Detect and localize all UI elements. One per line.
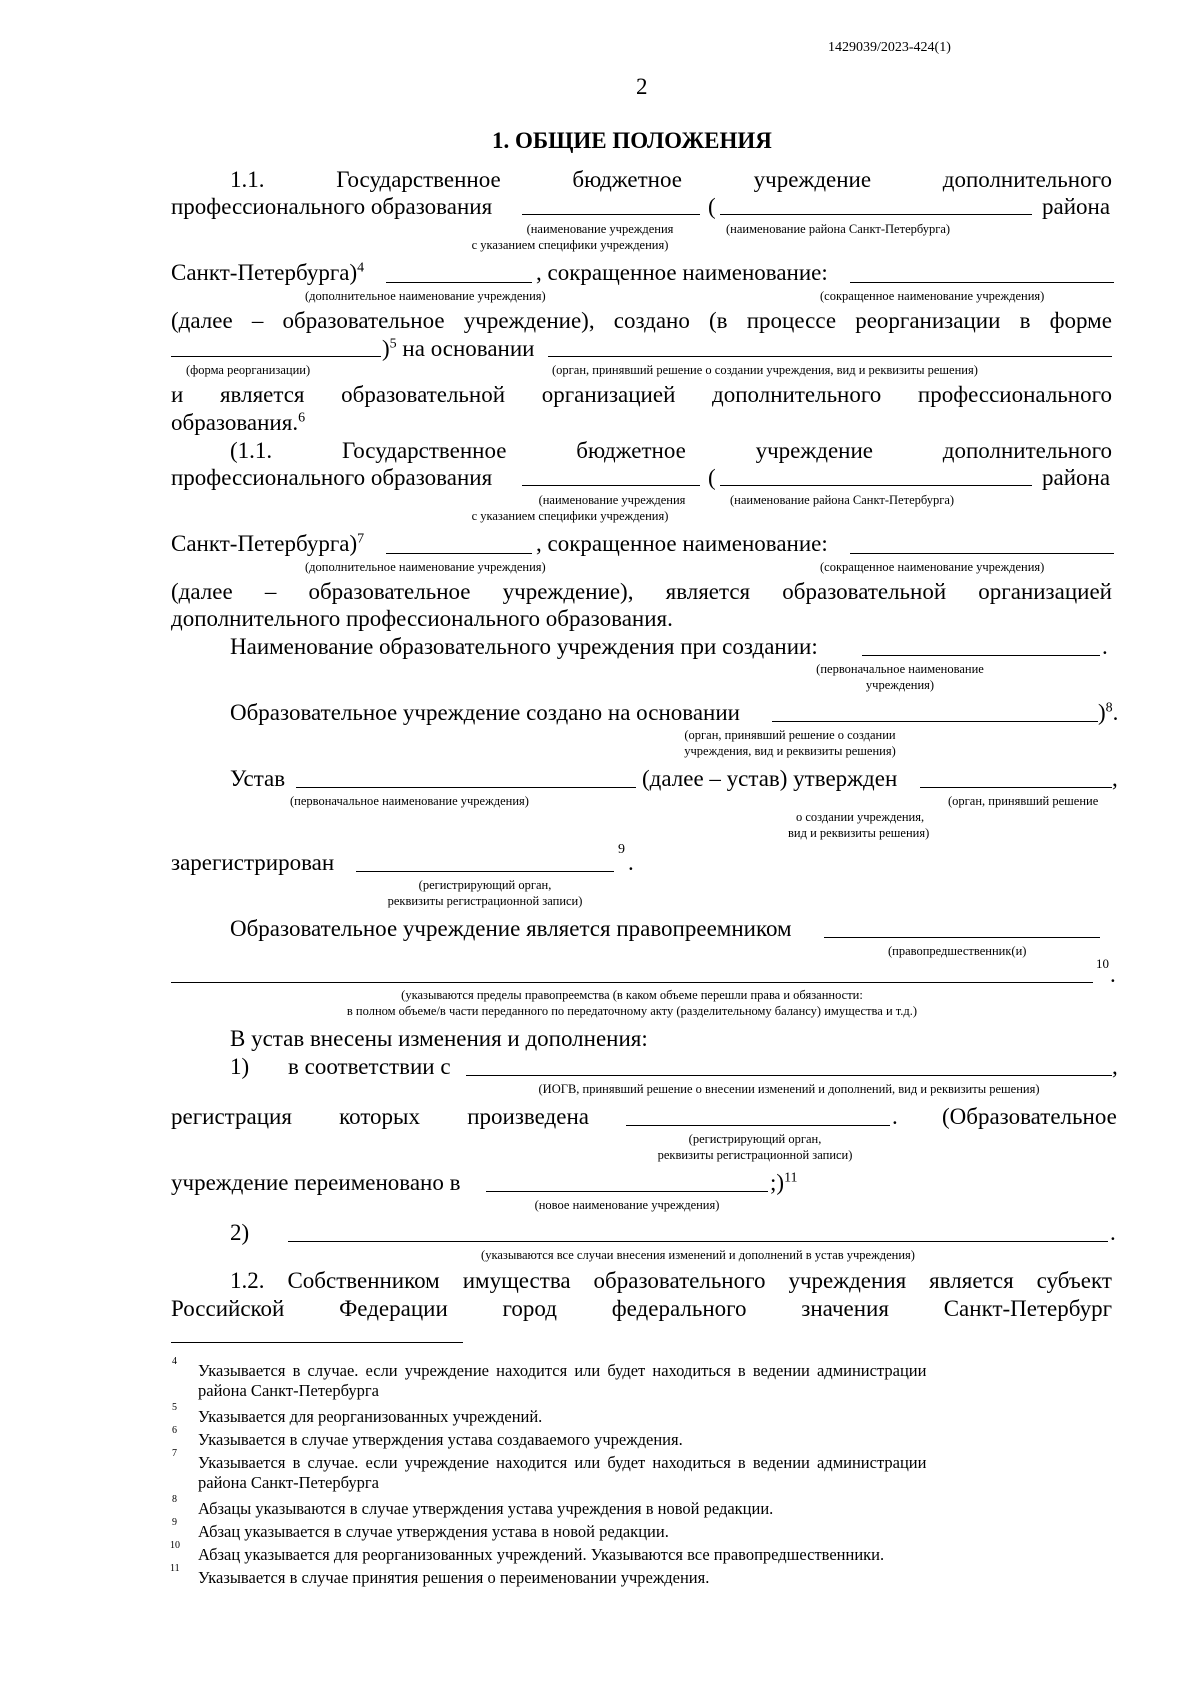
hint-all-amendments: (указываются все случаи внесения изменений и дополнений в устав учреждения): [481, 1248, 915, 1262]
word: Государственное: [341, 438, 507, 463]
word: (в: [709, 308, 728, 333]
paren: ): [382, 336, 390, 361]
footnote-text: Абзацы указываются в случае утверждения устава учреждения в новой редакции.: [198, 1499, 774, 1518]
p1-word: Государственное: [336, 167, 501, 192]
p2-last: дополнительного профессионального образования.: [171, 606, 673, 631]
hint-institution-2: с указанием специфики учреждения): [471, 238, 669, 252]
footnote-text: района Санкт-Петербурга: [198, 1381, 379, 1400]
p1-last-text: образования.: [171, 410, 299, 435]
word: организацией: [978, 579, 1112, 604]
field-additional-name: [386, 282, 532, 283]
p2-line1: [230, 438, 1112, 464]
field-founding-body: [548, 356, 1112, 357]
p1-spb-text: Санкт-Петербурга): [171, 260, 358, 285]
document-number: 1429039/2023-424(1): [828, 40, 951, 55]
period: .: [1102, 634, 1108, 659]
word: образовательное: [282, 308, 445, 333]
p1-basis: [382, 336, 534, 362]
field-charter-body: [920, 787, 1112, 788]
p1-last: [171, 410, 305, 436]
footnote-number: 4: [172, 1356, 177, 1367]
comma: ,: [1112, 1054, 1118, 1079]
word: 1.2.: [230, 1268, 265, 1293]
word: дополнительного: [942, 438, 1112, 463]
word: (далее: [171, 308, 233, 333]
p1-line1: [230, 167, 1112, 193]
word: Федерации: [339, 1296, 448, 1321]
creation-basis-label: Образовательное учреждение создано на основании: [230, 700, 740, 725]
p2-line2-a: профессионального образования: [171, 465, 493, 490]
p1-line2-c: района: [1042, 194, 1111, 219]
period: .: [892, 1104, 898, 1129]
word: образовательной: [782, 579, 947, 604]
registered-label: зарегистрирован: [171, 850, 335, 875]
footnote-ref: 4: [357, 260, 365, 276]
p2-spb: [171, 531, 364, 557]
word: Санкт-Петербург: [943, 1296, 1112, 1321]
footnote-ref: 8: [1105, 700, 1113, 716]
footnote-text: Указывается в случае принятия решения о переименовании учреждения.: [198, 1568, 710, 1587]
word: –: [264, 579, 277, 604]
hint-district: (наименование района Санкт-Петербурга): [730, 493, 955, 507]
p1-line2-paren: (: [708, 194, 716, 219]
hint-registration: (регистрирующий орган,: [418, 878, 552, 892]
field-institution-name-2: [522, 485, 700, 486]
hint-creation-basis: (орган, принявший решение о создании: [684, 728, 896, 742]
p2-line2-paren: (: [708, 465, 716, 490]
field-new-name: [486, 1191, 768, 1192]
word: профессионального: [917, 382, 1112, 407]
footnote-text: Указывается в случае. если учреждение находится или будет находиться в ведении администрации: [198, 1453, 927, 1472]
charter-label: Устав: [230, 766, 286, 791]
footnote-number: 8: [172, 1494, 177, 1505]
field-iogv: [466, 1075, 1112, 1076]
p2-line4: [171, 579, 1112, 605]
word: учреждение),: [502, 579, 634, 604]
hint-charter-body-2: о создании учреждения,: [796, 810, 925, 824]
footnote-number: 6: [172, 1425, 177, 1436]
charter-mid: (далее – устав) утвержден: [642, 766, 898, 791]
section-title: 1. ОБЩИЕ ПОЛОЖЕНИЯ: [492, 128, 772, 153]
p1-word: 1.1.: [230, 167, 265, 192]
footnote-text: Указывается для реорганизованных учреждений.: [198, 1407, 543, 1426]
hint-institution-2: с указанием специфики учреждения): [471, 509, 669, 523]
word: процессе: [746, 308, 837, 333]
amend-n2: 2): [230, 1220, 250, 1245]
footnote-ref: 6: [298, 410, 306, 426]
hint-additional: (дополнительное наименование учреждения): [305, 560, 546, 574]
word: (1.1.: [230, 438, 273, 463]
footnote-text: Абзац указывается для реорганизованных учреждений. Указываются все правопредшественники.: [198, 1545, 885, 1564]
word: является: [665, 579, 751, 604]
word: субъект: [1036, 1268, 1112, 1293]
field-district-2: [720, 485, 1032, 486]
amend-reg-words: [171, 1104, 589, 1130]
hint-institution: (наименование учреждения: [526, 222, 674, 236]
p1-word: дополнительного: [942, 167, 1112, 192]
p12-line1: [230, 1268, 1112, 1294]
word: бюджетное: [576, 438, 686, 463]
creation-name-label: Наименование образовательного учреждения при создании:: [230, 634, 818, 659]
footnote-text: Абзац указывается в случае утверждения устава в новой редакции.: [198, 1522, 669, 1541]
hint-amend-registration: (регистрирующий орган,: [688, 1132, 822, 1146]
hint-new-name: (новое наименование учреждения): [534, 1198, 720, 1212]
p12-line2: [171, 1296, 1112, 1322]
word: учреждение),: [463, 308, 595, 333]
word: значения: [801, 1296, 889, 1321]
field-short-name: [850, 282, 1114, 283]
word: Собственником: [287, 1268, 440, 1293]
hint-charter-body-3: вид и реквизиты решения): [788, 826, 930, 840]
word: реорганизации: [855, 308, 1001, 333]
word: дополнительного: [712, 382, 882, 407]
basis-text: на основании: [402, 336, 535, 361]
word: (далее: [171, 579, 233, 604]
hint-creation-basis-2: учреждения, вид и реквизиты решения): [684, 744, 896, 758]
word: произведена: [467, 1104, 589, 1129]
hint-charter-name: (первоначальное наименование учреждения): [290, 794, 529, 808]
period: .: [1110, 962, 1116, 987]
footnote-number: 7: [172, 1448, 177, 1459]
hint-registration-2: реквизиты регистрационной записи): [387, 894, 583, 908]
page-number: 2: [636, 74, 648, 99]
hint-iogv: (ИОГВ, принявший решение о внесении изменений и дополнений, вид и реквизиты решения): [538, 1082, 1040, 1096]
footnote-text: Указывается в случае. если учреждение находится или будет находиться в ведении администрации: [198, 1361, 927, 1380]
word: образовательной: [341, 382, 506, 407]
field-district: [720, 214, 1032, 215]
amend-title: В устав внесены изменения и дополнения:: [230, 1026, 648, 1051]
p2-short-label: , сокращенное наименование:: [536, 531, 828, 556]
field-predecessor: [824, 937, 1100, 938]
creation-basis-end: )$^8$.: [1098, 700, 1119, 725]
footnote-ref: 9: [618, 842, 625, 857]
footnote-number: 9: [172, 1517, 177, 1528]
p1-short-label: , сокращенное наименование:: [536, 260, 828, 285]
footnote-number: 5: [172, 1402, 177, 1413]
p1-line2-a: профессионального образования: [171, 194, 493, 219]
comma: ,: [1112, 766, 1118, 791]
hint-original-name: (первоначальное наименование: [816, 662, 984, 676]
hint-additional: (дополнительное наименование учреждения): [305, 289, 546, 303]
p1-line4: [171, 308, 1112, 334]
period: .: [628, 850, 634, 875]
renamed-label: учреждение переименовано в: [171, 1170, 461, 1195]
hint-founding-body: (орган, принявший решение о создании учреждения, вид и реквизиты решения): [552, 363, 978, 377]
word: имущества: [462, 1268, 571, 1293]
field-short-name-2: [850, 553, 1114, 554]
field-registration: [356, 871, 614, 872]
footnote-ref: 7: [357, 531, 365, 547]
p1-spb: [171, 260, 364, 286]
word: является: [929, 1268, 1014, 1293]
hint-succession-scope: (указываются пределы правопреемства (в каком объеме перешли права и обязанности:: [401, 988, 863, 1002]
hint-original-name-2: учреждения): [865, 678, 935, 692]
field-original-name: [862, 655, 1100, 656]
word: создано: [613, 308, 690, 333]
word: учреждения: [788, 1268, 907, 1293]
period: .: [1110, 1220, 1116, 1245]
successor-label: Образовательное учреждение является правопреемником: [230, 916, 792, 941]
field-reorg-form: [171, 356, 381, 357]
hint-short: (сокращенное наименование учреждения): [820, 560, 1045, 574]
word: которых: [339, 1104, 421, 1129]
field-charter-name: [296, 787, 636, 788]
word: в: [1019, 308, 1031, 333]
amend-reg-tail: (Образовательное: [942, 1104, 1117, 1129]
footnote-ref: 5: [389, 336, 397, 352]
footnote-number: 11: [170, 1563, 180, 1574]
word: является: [219, 382, 305, 407]
paren: ;): [770, 1170, 785, 1195]
hint-institution: (наименование учреждения: [538, 493, 686, 507]
field-institution-name: [522, 214, 700, 215]
word: федерального: [611, 1296, 747, 1321]
hint-succession-scope-2: в полном объеме/в части переданного по передаточному акту (разделительному балансу) имущества и т.д.): [346, 1004, 918, 1018]
p1-word: учреждение: [753, 167, 872, 192]
hint-charter-body: (орган, принявший решение: [948, 794, 1099, 808]
p1-word: бюджетное: [572, 167, 682, 192]
word: образовательного: [593, 1268, 766, 1293]
footnote-ref: 10: [1096, 956, 1109, 971]
hint-predecessor: (правопредшественник(и): [888, 944, 1027, 958]
renamed-end: [770, 1170, 798, 1196]
field-additional-name-2: [386, 553, 532, 554]
word: форме: [1049, 308, 1112, 333]
word: учреждение: [755, 438, 874, 463]
footnote-text: района Санкт-Петербурга: [198, 1473, 379, 1492]
amend-n1: 1): [230, 1054, 250, 1079]
hint-district: (наименование района Санкт-Петербурга): [726, 222, 951, 236]
hint-amend-registration-2: реквизиты регистрационной записи): [657, 1148, 853, 1162]
word: Российской: [171, 1296, 285, 1321]
word: образовательное: [308, 579, 471, 604]
word: регистрация: [171, 1104, 292, 1129]
p1-line6: [171, 382, 1112, 408]
p2-line2-c: района: [1042, 465, 1111, 490]
footnote-number: 10: [170, 1540, 180, 1551]
footnote-text: Указывается в случае утверждения устава создаваемого учреждения.: [198, 1430, 683, 1449]
p2-spb-text: Санкт-Петербурга): [171, 531, 358, 556]
word: организацией: [541, 382, 676, 407]
word: –: [251, 308, 264, 333]
footnote-separator: [171, 1342, 463, 1343]
field-creation-basis: [772, 721, 1098, 722]
field-amend-registration: [626, 1125, 890, 1126]
hint-reorg-form: (форма реорганизации): [186, 363, 311, 377]
paren: ): [1098, 700, 1106, 725]
footnote-ref: 11: [784, 1170, 798, 1186]
field-all-amendments: [288, 1241, 1108, 1242]
hint-short: (сокращенное наименование учреждения): [820, 289, 1045, 303]
word: город: [502, 1296, 557, 1321]
word: и: [171, 382, 184, 407]
field-succession-scope: [171, 982, 1093, 983]
amend-accord: в соответствии с: [288, 1054, 451, 1079]
